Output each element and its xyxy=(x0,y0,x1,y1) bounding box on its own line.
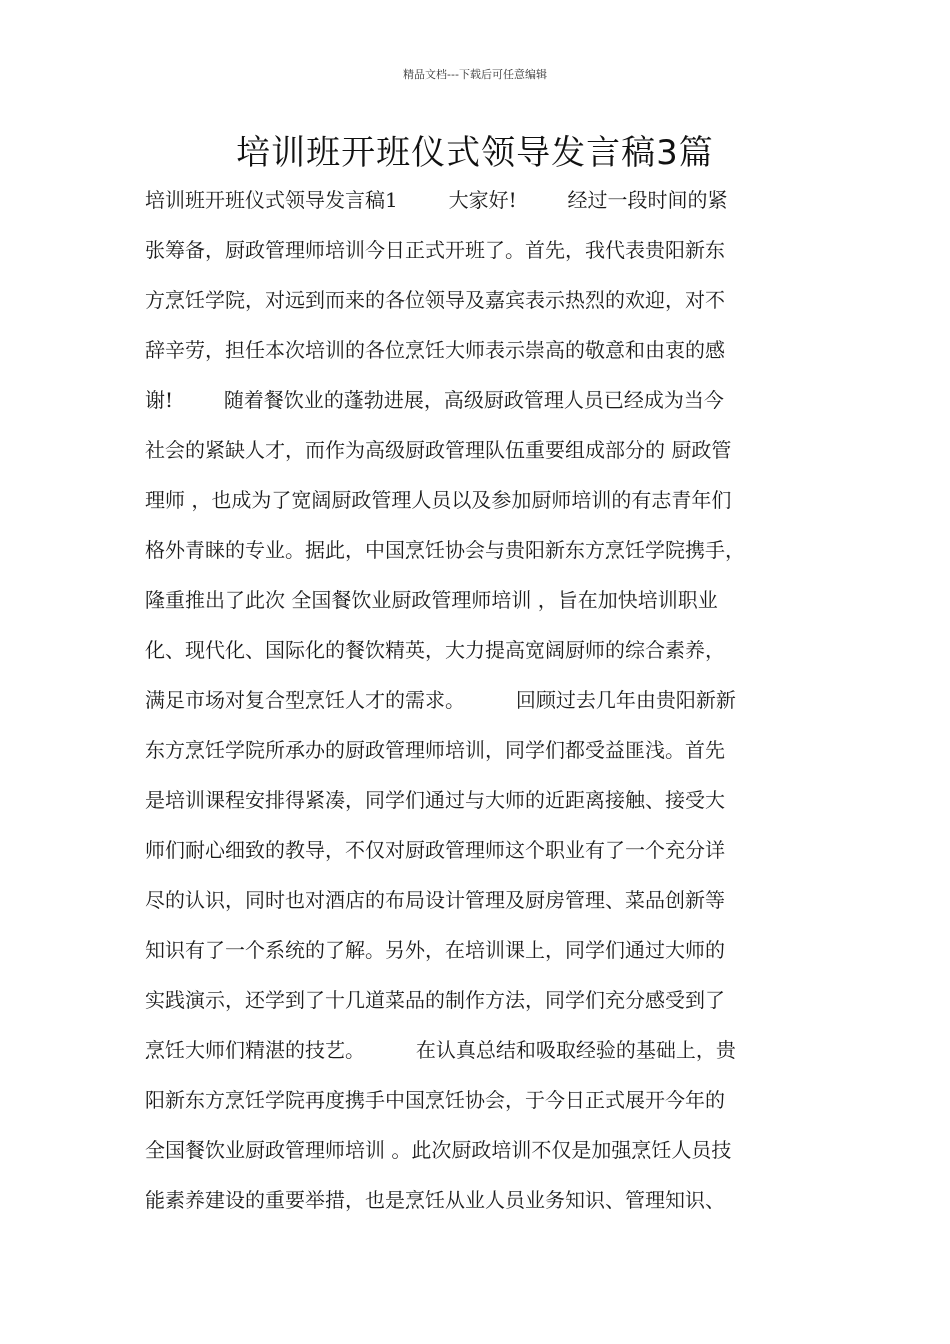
page-header: 精品文档---下载后可任意编辑 xyxy=(403,68,547,81)
body-line: 烹饪大师们精湛的技艺。 在认真总结和吸取经验的基础上，贵 xyxy=(145,1038,736,1062)
body-line: 能素养建设的重要举措，也是烹饪从业人员业务知识、管理知识、 xyxy=(145,1188,725,1212)
body-line: 谢! 随着餐饮业的蓬勃进展，高级厨政管理人员已经成为当今 xyxy=(145,388,724,412)
body-line: 张筹备，厨政管理师培训今日正式开班了。首先，我代表贵阳新东 xyxy=(145,238,725,262)
body-line: 理师 ，也成为了宽阔厨政管理人员以及参加厨师培训的有志青年们 xyxy=(145,488,732,512)
document-body xyxy=(145,178,815,1228)
body-line: 全国餐饮业厨政管理师培训 。此次厨政培训不仅是加强烹饪人员技 xyxy=(145,1138,732,1162)
body-line: 方烹饪学院，对远到而来的各位领导及嘉宾表示热烈的欢迎，对不 xyxy=(145,288,725,312)
body-line: 实践演示，还学到了十几道菜品的制作方法，同学们充分感受到了 xyxy=(145,988,725,1012)
body-line: 阳新东方烹饪学院再度携手中国烹饪协会，于今日正式展开今年的 xyxy=(145,1088,725,1112)
body-line: 社会的紧缺人才，而作为高级厨政管理队伍重要组成部分的 厨政管 xyxy=(145,438,732,462)
body-line: 化、现代化、国际化的餐饮精英，大力提高宽阔厨师的综合素养， xyxy=(145,638,725,662)
body-line: 隆重推出了此次 全国餐饮业厨政管理师培训 ，旨在加快培训职业 xyxy=(145,588,718,612)
body-line: 东方烹饪学院所承办的厨政管理师培训，同学们都受益匪浅。首先 xyxy=(145,738,725,762)
body-line: 培训班开班仪式领导发言稿1 大家好! 经过一段时间的紧 xyxy=(145,188,728,212)
body-line: 尽的认识，同时也对酒店的布局设计管理及厨房管理、菜品创新等 xyxy=(145,888,725,912)
body-line: 知识有了一个系统的了解。另外，在培训课上，同学们通过大师的 xyxy=(145,938,725,962)
body-line: 辞辛劳，担任本次培训的各位烹饪大师表示崇高的敬意和由衷的感 xyxy=(145,338,725,362)
body-line: 是培训课程安排得紧凑，同学们通过与大师的近距离接触、接受大 xyxy=(145,788,725,812)
body-line: 格外青睐的专业。据此，中国烹饪协会与贵阳新东方烹饪学院携手， xyxy=(145,538,745,562)
body-line: 师们耐心细致的教导，不仅对厨政管理师这个职业有了一个充分详 xyxy=(145,838,725,862)
document-title: 培训班开班仪式领导发言稿3篇 xyxy=(236,133,714,173)
body-line: 满足市场对复合型烹饪人才的需求。 回顾过去几年由贵阳新新 xyxy=(145,688,736,712)
